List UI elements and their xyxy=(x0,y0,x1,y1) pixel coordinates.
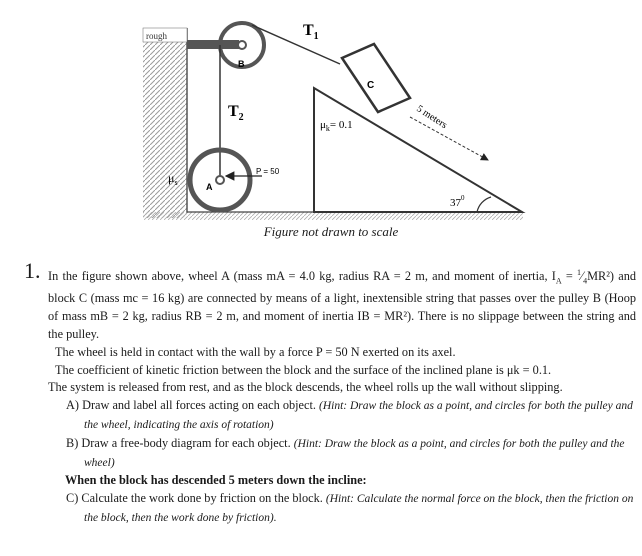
part-c: C) Calculate the work done by friction on the block. (Hint: Calculate the normal force on the block, then the friction on the block, then the work done by friction). xyxy=(66,491,634,524)
figure-caption: Figure not drawn to scale xyxy=(263,224,399,239)
part-b: B) Draw a free-body diagram for each object. (Hint: Draw the block as a point, and circles for both the pulley and the wheel) xyxy=(66,435,625,469)
ground xyxy=(143,212,523,220)
tension2-label: $T_2$ xyxy=(228,103,244,123)
physics-figure xyxy=(0,0,642,222)
pulley-label: B xyxy=(238,59,245,69)
tension1-label: $T_1$ xyxy=(303,22,319,42)
question-number: 1. xyxy=(24,258,41,283)
friction-text: The coefficient of kinetic friction between the block and the surface of the inclined plane is μk = 0.1. xyxy=(55,362,552,377)
wall-text: The wheel is held in contact with the wall by a force P = 50 N exerted on its axel. xyxy=(55,344,456,359)
pulley-bracket xyxy=(187,40,239,49)
surface-label: rough xyxy=(146,31,167,41)
release-text: The system is released from rest, and as the block descends, the wheel rolls up the wall without slipping. xyxy=(48,380,563,395)
force-p-label: P = 50 xyxy=(256,167,280,176)
friction-wall-label: $\mu_s$ xyxy=(168,171,178,187)
angle-label: $37^0$ xyxy=(450,194,465,209)
friction-incline-label: $\mu_k= 0.1$ xyxy=(320,119,353,133)
question-intro: In the figure shown above, wheel A (mass mA = 4.0 kg, radius RA = 2 m, and moment of inertia, $I_A$ = $^1⁄_4MR^2$) and block C (mass mc = 16 kg) are connected by means of a light, inextensible string that passes over the pulley B (Hoop of mass mB = 2 kg, radius RB = 2 m, and moment of inertia IB = MR²). There is no slippage between the string and the pulley. xyxy=(48,268,637,341)
distance-label: 5 meters xyxy=(414,103,450,132)
block-c xyxy=(342,44,410,112)
wall xyxy=(143,28,187,218)
wheel-label: A xyxy=(206,182,213,192)
parts-list xyxy=(48,397,636,472)
condition-text: When the block has descended 5 meters down the incline: xyxy=(65,473,367,488)
parts-list-2 xyxy=(48,490,636,528)
block-label: C xyxy=(367,80,375,91)
question-body xyxy=(48,264,636,528)
part-a: A) Draw and label all forces acting on each object. (Hint: Draw the block as a point, and circles for both the pulley and the wheel, indicating the axis of rotation) xyxy=(66,398,633,431)
